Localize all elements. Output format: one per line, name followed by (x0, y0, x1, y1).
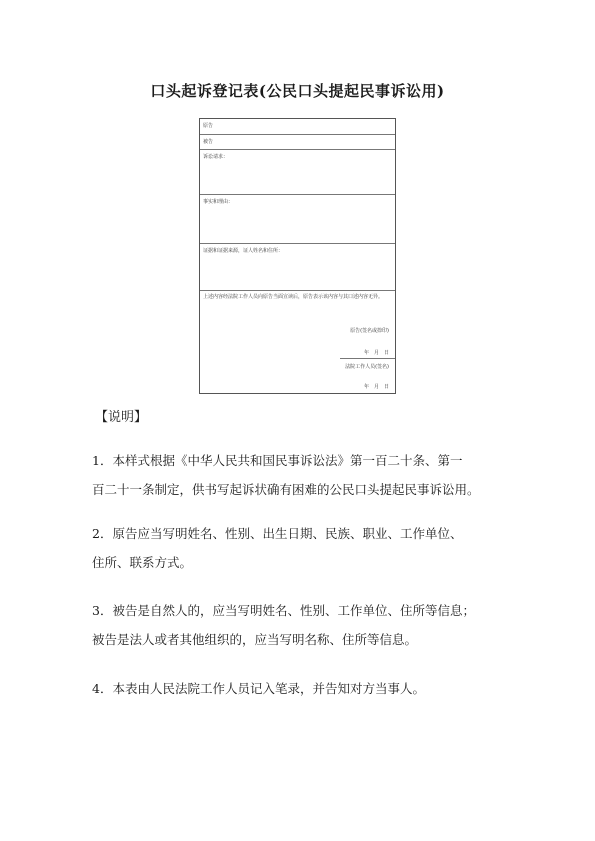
plaintiff-label: 原告 (203, 123, 214, 129)
evidence-label: 证据和证据来源，证人姓名和住所： (203, 248, 284, 254)
note-line: 1．本样式根据《中华人民共和国民事诉讼法》第一百二十条、第一 (92, 453, 463, 468)
note-line: 4．本表由人民法院工作人员记入笔录，并告知对方当事人。 (92, 681, 425, 696)
staff-sign-date: 年 月 日 (363, 384, 389, 390)
defendant-label: 被告 (203, 139, 214, 145)
staff-signature-label: 法院工作人员(签名) (345, 364, 389, 370)
facts-label: 事实和理由： (203, 199, 234, 205)
evidence-row[interactable] (200, 244, 395, 291)
confirmation-text: 上述内容经法院工作人员向原告当面宣读后，原告表示该内容与其口述内容无异。 (203, 294, 384, 300)
defendant-row[interactable] (200, 135, 395, 150)
note-line: 2．原告应当写明姓名、性别、出生日期、民族、职业、工作单位、 (92, 526, 463, 541)
note-line: 被告是法人或者其他组织的，应当写明名称、住所等信息。 (92, 632, 418, 647)
note-item-2 (92, 519, 522, 577)
note-line: 3．被告是自然人的，应当写明姓名、性别、工作单位、住所等信息； (92, 603, 475, 618)
plaintiff-signature-label: 原告(签名或捺印) (350, 328, 389, 334)
facts-row[interactable] (200, 195, 395, 244)
claims-label: 诉讼请求： (203, 154, 229, 160)
plaintiff-row[interactable] (200, 119, 395, 135)
plaintiff-sign-date: 年 月 日 (363, 350, 389, 356)
registration-form (199, 118, 396, 394)
note-item-3 (92, 596, 522, 654)
staff-divider (340, 358, 395, 359)
claims-row[interactable] (200, 150, 395, 195)
note-line: 住所、联系方式。 (92, 555, 193, 570)
notes-heading: 【说明】 (95, 410, 148, 425)
note-line: 百二十一条制定，供书写起诉状确有困难的公民口头提起民事诉讼用。 (92, 482, 480, 497)
note-item-1 (92, 446, 522, 504)
note-item-4 (92, 674, 522, 703)
page-title: 口头起诉登记表(公民口头提起民事诉讼用) (150, 82, 445, 100)
confirmation-row (200, 291, 395, 393)
